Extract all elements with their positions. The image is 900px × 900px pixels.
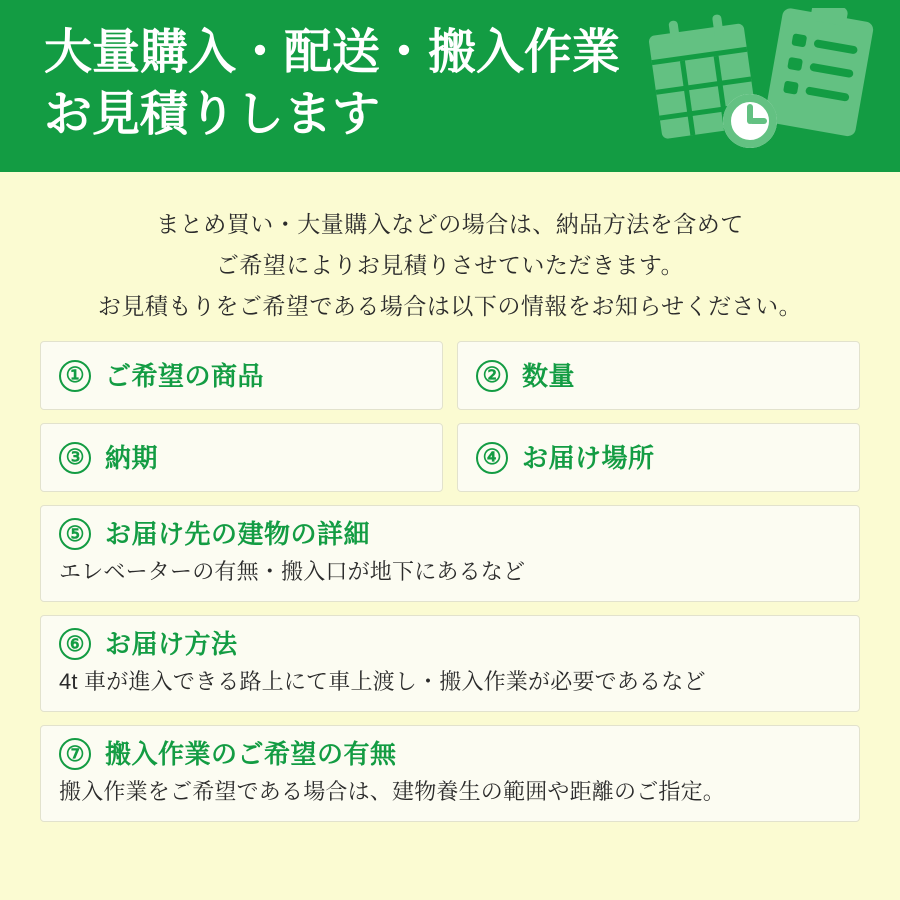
- info-item-title: 数量: [522, 360, 576, 391]
- info-item-5: [40, 505, 860, 602]
- info-item-head: [476, 360, 575, 392]
- info-item-number: ①: [59, 360, 91, 392]
- info-item-description: 4t 車が進入できる路上にて車上渡し・搬入作業が必要であるなど: [59, 669, 706, 694]
- info-item-head: [59, 360, 264, 392]
- info-items-row: [40, 341, 860, 410]
- info-item-title: お届け方法: [105, 629, 238, 659]
- clipboard-calendar-clock-icon: [622, 8, 882, 168]
- info-items-row: [40, 615, 860, 712]
- info-item-head: [59, 518, 841, 550]
- info-item-2: [457, 341, 860, 410]
- page-header: [0, 0, 900, 172]
- info-item-head: [59, 442, 158, 474]
- info-items-row: [40, 423, 860, 492]
- info-item-number: ②: [476, 360, 508, 392]
- page-title-line2: お見積りします: [44, 88, 381, 141]
- info-item-title: お届け先の建物の詳細: [105, 519, 371, 549]
- info-item-title: 納期: [105, 442, 159, 473]
- lead-line-2: ご希望によりお見積りさせていただきます。: [215, 252, 685, 278]
- info-items-row: [40, 725, 860, 822]
- page-body: [0, 172, 900, 900]
- info-item-1: [40, 341, 443, 410]
- info-item-head: [59, 738, 841, 770]
- info-item-description: エレベーターの有無・搬入口が地下にあるなど: [59, 559, 526, 584]
- info-item-7: [40, 725, 860, 822]
- info-item-number: ④: [476, 442, 508, 474]
- info-item-number: ⑥: [59, 628, 91, 660]
- info-item-6: [40, 615, 860, 712]
- info-items-list: [40, 341, 860, 822]
- info-item-description: 搬入作業をご希望である場合は、建物養生の範囲や距離のご指定。: [59, 779, 726, 804]
- info-item-head: [59, 628, 841, 660]
- info-item-title: 搬入作業のご希望の有無: [105, 739, 397, 769]
- info-item-title: お届け場所: [522, 442, 655, 473]
- info-item-3: [40, 423, 443, 492]
- page-title: [44, 22, 620, 146]
- lead-line-1: まとめ買い・大量購入などの場合は、納品方法を含めて: [156, 211, 744, 237]
- lead-line-3: お見積もりをご希望である場合は以下の情報をお知らせください。: [97, 293, 803, 319]
- info-items-row: [40, 505, 860, 602]
- info-item-number: ⑦: [59, 738, 91, 770]
- info-item-title: ご希望の商品: [105, 360, 265, 391]
- info-item-number: ③: [59, 442, 91, 474]
- info-item-number: ⑤: [59, 518, 91, 550]
- page-title-line1: 大量購入・配送・搬入作業: [44, 26, 621, 79]
- info-item-head: [476, 442, 655, 474]
- lead-text: [0, 172, 900, 327]
- info-item-4: [457, 423, 860, 492]
